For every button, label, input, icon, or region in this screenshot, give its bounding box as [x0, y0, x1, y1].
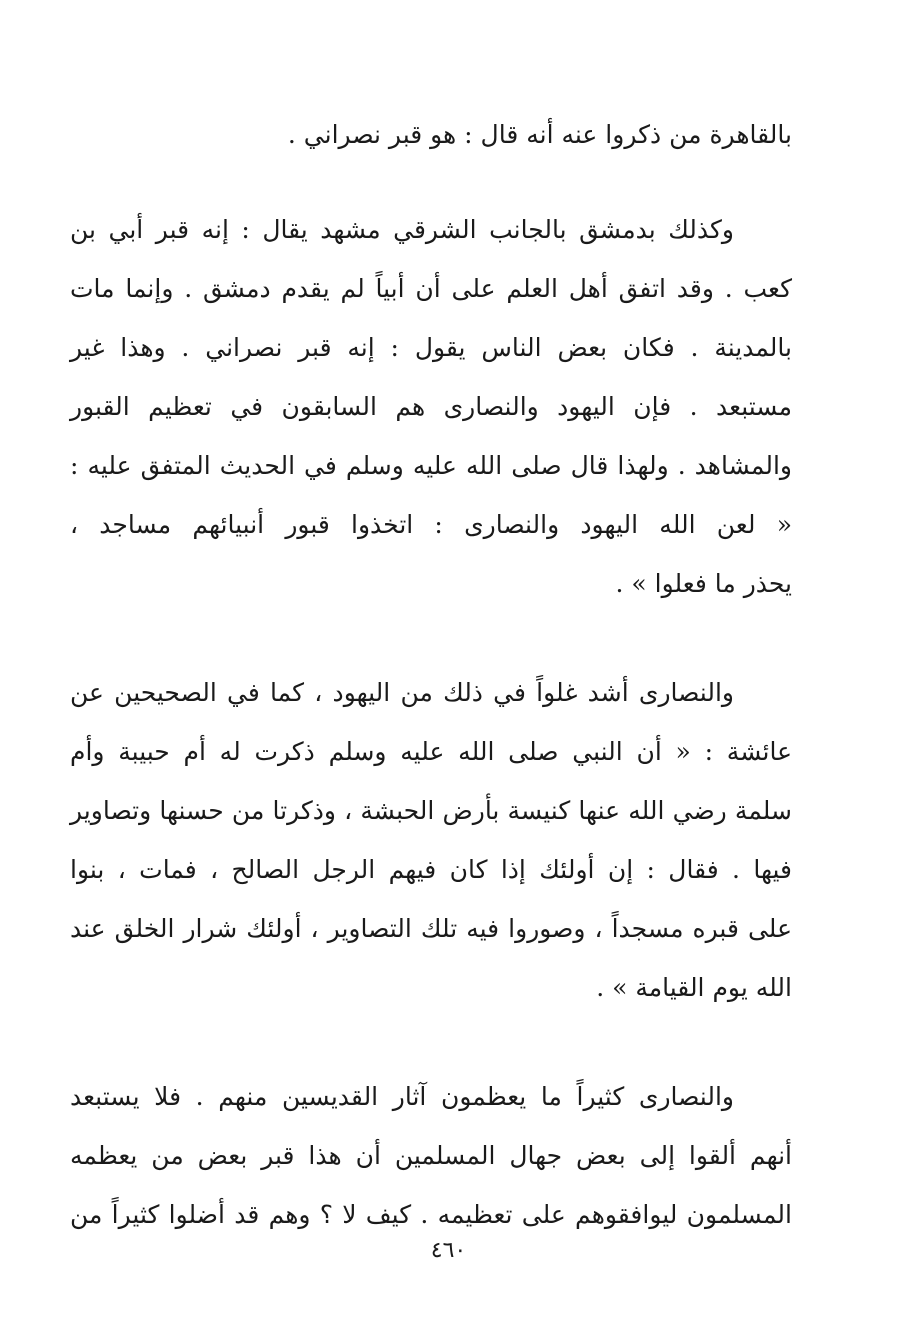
- text-line: الله يوم القيامة » .: [596, 973, 792, 1002]
- paragraph-1: [70, 105, 792, 164]
- paragraph-gap: [70, 613, 792, 663]
- text-line: وكذلك بدمشق بالجانب الشرقي مشهد يقال : إنه قبر أبي بن: [70, 215, 734, 244]
- text-line: « لعن الله اليهود والنصارى : اتخذوا قبور أنبيائهم مساجد ،: [70, 510, 792, 539]
- text-line: والنصارى أشد غلواً في ذلك من اليهود ، كما في الصحيحين عن: [70, 678, 734, 707]
- paragraph-3: [70, 663, 792, 1017]
- paragraph-gap: [70, 1017, 792, 1067]
- text-line: بالمدينة . فكان بعض الناس يقول : إنه قبر نصراني . وهذا غير: [70, 333, 792, 362]
- text-line: المسلمون ليوافقوهم على تعظيمه . كيف لا ؟ وهم قد أضلوا كثيراً من: [70, 1200, 792, 1229]
- text-line: مستبعد . فإن اليهود والنصارى هم السابقون في تعظيم القبور: [70, 392, 792, 421]
- paragraph-gap: [70, 164, 792, 200]
- page-number: ٤٦٠: [430, 1238, 467, 1263]
- text-line: بالقاهرة من ذكروا عنه أنه قال : هو قبر نصراني .: [287, 120, 792, 149]
- text-line: والنصارى كثيراً ما يعظمون آثار القديسين منهم . فلا يستبعد: [70, 1082, 734, 1111]
- page-body: [70, 105, 792, 1244]
- text-line: كعب . وقد اتفق أهل العلم على أن أبياً لم يقدم دمشق . وإنما مات: [70, 274, 792, 303]
- text-line: والمشاهد . ولهذا قال صلى الله عليه وسلم في الحديث المتفق عليه :: [70, 451, 792, 480]
- text-line: يحذر ما فعلوا » .: [615, 569, 792, 598]
- text-line: عائشة : « أن النبي صلى الله عليه وسلم ذكرت له أم حبيبة وأم: [70, 737, 792, 766]
- text-line: أنهم ألقوا إلى بعض جهال المسلمين أن هذا قبر بعض من يعظمه: [70, 1141, 792, 1170]
- text-line: سلمة رضي الله عنها كنيسة بأرض الحبشة ، وذكرتا من حسنها وتصاوير: [70, 796, 792, 825]
- text-line: فيها . فقال : إن أولئك إذا كان فيهم الرجل الصالح ، فمات ، بنوا: [70, 855, 792, 884]
- paragraph-4: [70, 1067, 792, 1244]
- text-line: على قبره مسجداً ، وصوروا فيه تلك التصاوير ، أولئك شرار الخلق عند: [70, 914, 792, 943]
- paragraph-2: [70, 200, 792, 613]
